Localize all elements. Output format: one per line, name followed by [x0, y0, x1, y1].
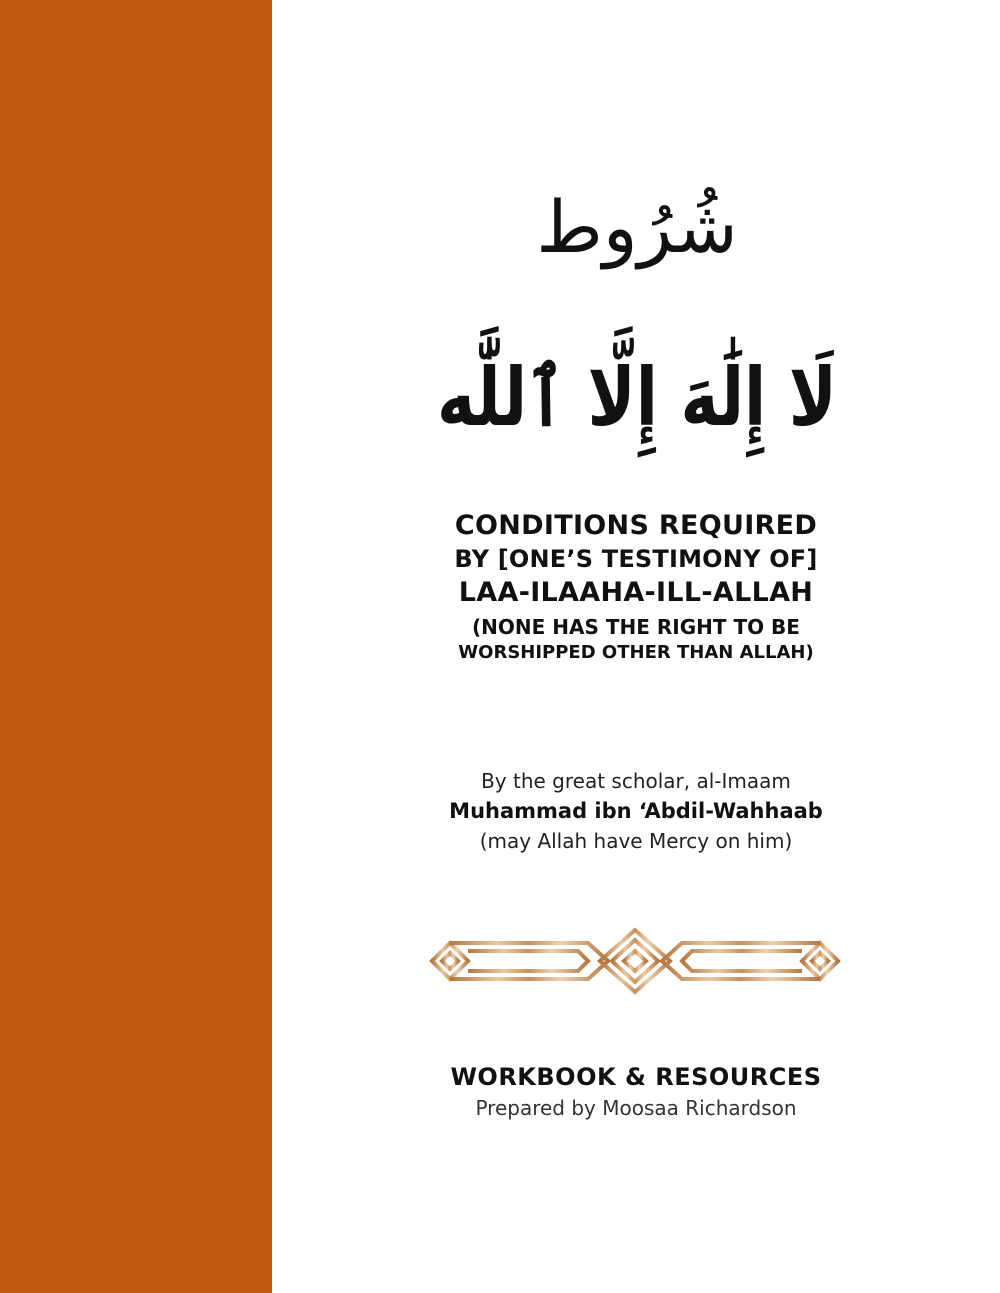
title-line-1: CONDITIONS REQUIRED [454, 510, 818, 541]
cover-content [272, 0, 1000, 1293]
arabic-calligraphy [422, 170, 932, 490]
book-title [272, 508, 1000, 665]
diamond-ornament-icon [428, 926, 842, 996]
title-line-4: (NONE HAS THE RIGHT TO BE [472, 615, 800, 639]
author-blessing: (may Allah have Mercy on him) [479, 829, 793, 853]
side-color-band [0, 0, 272, 1293]
prepared-by: Prepared by Moosaa Richardson [475, 1096, 797, 1120]
series-label: WORKBOOK & RESOURCES [450, 1063, 822, 1091]
title-line-2: BY [ONE’S TESTIMONY OF] [454, 545, 818, 573]
arabic-top-word: شُرُوط [536, 185, 738, 269]
author-intro: By the great scholar, al-Imaam [481, 769, 791, 793]
author-name: Muhammad ibn ‘Abdil-Wahhaab [449, 799, 823, 823]
footer-credit [272, 1060, 1000, 1122]
author-credit [272, 766, 1000, 856]
title-line-5: WORSHIPPED OTHER THAN ALLAH) [458, 642, 814, 663]
arabic-shahada: لَا إِلَٰهَ إِلَّا ٱللَّٰه [437, 351, 932, 444]
title-line-3: LAA-ILAAHA-ILL-ALLAH [458, 577, 814, 608]
